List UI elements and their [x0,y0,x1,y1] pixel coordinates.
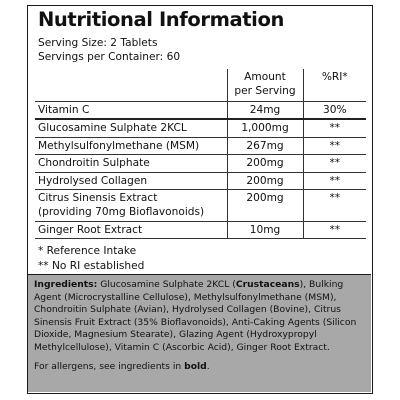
header-ri: %RI* [303,69,366,102]
header-amount-line2: per Serving [234,85,296,98]
header-amount-line1: Amount [244,71,286,83]
row-amount: 10mg [227,221,303,238]
allergen-word: Crustaceans [235,279,300,290]
row-amount: 24mg [227,102,303,120]
row-name: Hydrolysed Collagen [38,174,148,187]
row-ri: ** [303,190,366,222]
row-ri: ** [303,155,366,172]
row-amount: 200mg [227,172,303,189]
row-ri: ** [303,119,366,137]
nutrition-panel [27,5,373,394]
row-name-line2: (providing 70mg Bioflavonoids) [38,206,205,219]
table-row [35,137,366,154]
table-row [35,190,366,222]
ingredients-label: Ingredients: [34,279,98,290]
table-row [35,172,366,189]
reference-intake-note: * Reference Intake [38,245,137,257]
row-name [35,190,227,222]
nutrition-table [35,69,366,239]
allergen-note [34,361,366,374]
ingredients-part1: Glucosamine Sulphate 2KCL ( [97,279,236,290]
no-ri-note: ** No RI established [38,260,145,272]
panel-title: Nutritional Information [38,8,284,31]
row-ri: ** [303,137,366,154]
table-header-row [35,69,366,102]
table-row [35,155,366,172]
servings-per-container: Servings per Container: 60 [38,51,181,63]
serving-size: Serving Size: 2 Tablets [38,37,158,49]
row-name: Ginger Root Extract [38,223,143,236]
allergen-note-bold: bold [184,360,207,372]
row-name-line1: Citrus Sinensis Extract [38,192,158,205]
footnotes [38,244,144,274]
row-ri: 30% [303,102,366,120]
row-amount: 1,000mg [227,119,303,137]
row-name: Methylsulfonylmethane (MSM) [38,139,200,152]
row-amount: 200mg [227,155,303,172]
allergen-note-start: For allergens, see ingredients in [34,360,185,372]
row-ri: ** [303,221,366,238]
table-row [35,221,366,238]
row-name: Vitamin C [38,104,90,116]
row-name: Glucosamine Sulphate 2KCL [38,122,187,135]
ingredients-text [34,279,366,355]
allergen-note-end: . [206,360,210,372]
table-row [35,119,366,137]
header-amount [227,69,303,102]
ingredients-part2: ), Bulking Agent (Microcrystalline Cellulose), Methylsulfonylmethane (MSM), Chondroitin Sulphate (Avian), Hydrolysed Collagen (Bovine), Citrus Sinensis Fruit Extract (35% Bioflavonoids), Anti-Caking Agents (Silicon Dioxide, Magnesium Stearate), Glazing Agent (Hydroxypropyl Methylcellulose), Vitamin C (Ascorbic Acid), Ginger Root Extract. [34,279,357,353]
row-name: Chondroitin Sulphate [38,157,150,170]
header-name-cell [35,69,227,102]
ingredients-box [28,274,371,392]
row-amount: 200mg [227,190,303,222]
row-amount: 267mg [227,137,303,154]
row-ri: ** [303,172,366,189]
table-row [35,102,366,120]
